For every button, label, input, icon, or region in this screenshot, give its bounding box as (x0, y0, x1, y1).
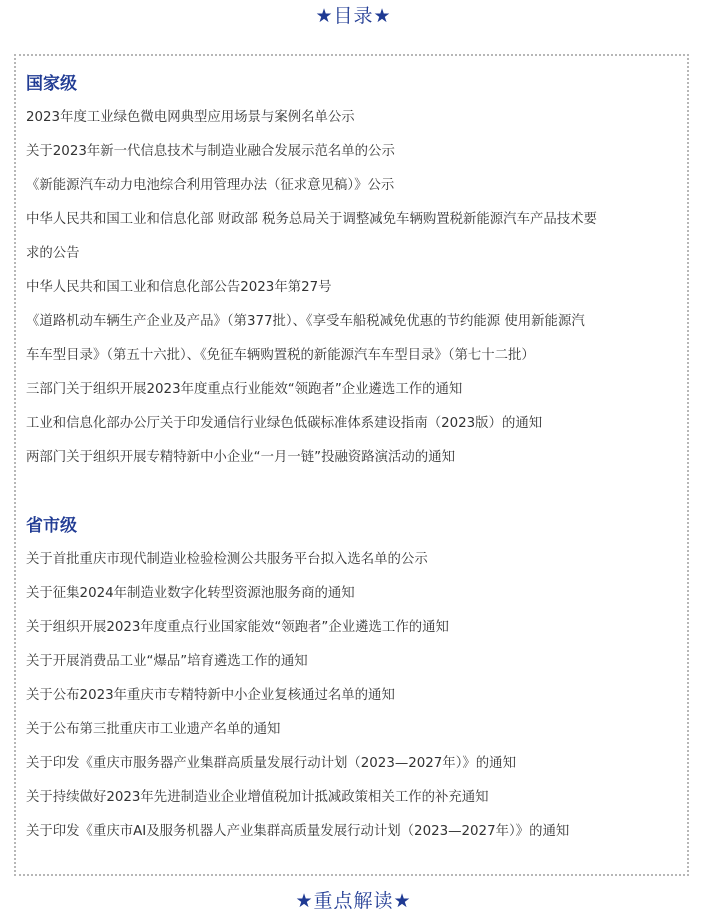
list-item[interactable]: 2023年度工业绿色微电网典型应用场景与案例名单公示 (26, 110, 355, 125)
list-item[interactable]: 关于首批重庆市现代制造业检验检测公共服务平台拟入选名单的公示 (26, 552, 428, 567)
list-item[interactable]: 三部门关于组织开展2023年度重点行业能效“领跑者”企业遴选工作的通知 (26, 382, 463, 397)
list-item[interactable]: 关于持续做好2023年先进制造业企业增值税加计抵减政策相关工作的补充通知 (26, 790, 489, 805)
section-heading-provincial: 省市级 (26, 516, 77, 536)
list-item-continuation[interactable]: 车车型目录》（第五十六批）、《免征车辆购置税的新能源汽车车型目录》（第七十二批） (26, 348, 535, 363)
list-item[interactable]: 关于印发《重庆市服务器产业集群高质量发展行动计划（2023—2027年）》的通知 (26, 756, 516, 771)
section-heading-national: 国家级 (26, 74, 77, 94)
list-item[interactable]: 《道路机动车辆生产企业及产品》（第377批）、《享受车船税减免优惠的节约能源 使用新能源汽 (26, 314, 585, 329)
list-item[interactable]: 中华人民共和国工业和信息化部公告2023年第27号 (26, 280, 332, 295)
list-item[interactable]: 中华人民共和国工业和信息化部 财政部 税务总局关于调整减免车辆购置税新能源汽车产品技术要 (26, 212, 597, 227)
list-item[interactable]: 关于公布2023年重庆市专精特新中小企业复核通过名单的通知 (26, 688, 395, 703)
list-item[interactable]: 关于2023年新一代信息技术与制造业融合发展示范名单的公示 (26, 144, 395, 159)
key-interpretation-title: ★重点解读★ (295, 890, 412, 912)
list-item[interactable]: 关于征集2024年制造业数字化转型资源池服务商的通知 (26, 586, 355, 601)
list-item[interactable]: 关于公布第三批重庆市工业遗产名单的通知 (26, 722, 281, 737)
list-item[interactable]: 关于开展消费品工业“爆品”培育遴选工作的通知 (26, 654, 308, 669)
toc-title: ★目录★ (315, 5, 392, 27)
list-item[interactable]: 关于印发《重庆市AI及服务机器人产业集群高质量发展行动计划（2023—2027年）》的通知 (26, 824, 570, 839)
list-item[interactable]: 关于组织开展2023年度重点行业国家能效“领跑者”企业遴选工作的通知 (26, 620, 449, 635)
list-item[interactable]: 两部门关于组织开展专精特新中小企业“一月一链”投融资路演活动的通知 (26, 450, 455, 465)
list-item[interactable]: 工业和信息化部办公厅关于印发通信行业绿色低碳标准体系建设指南（2023版）的通知 (26, 416, 543, 431)
list-item-continuation[interactable]: 求的公告 (26, 246, 80, 261)
list-item[interactable]: 《新能源汽车动力电池综合利用管理办法（征求意见稿）》公示 (26, 178, 395, 193)
